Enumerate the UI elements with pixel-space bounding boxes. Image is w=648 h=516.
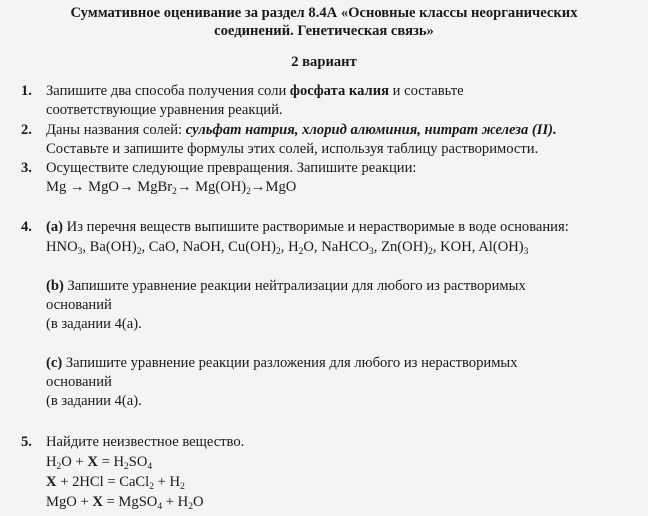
variant-label: 2 вариант — [291, 54, 357, 70]
question-number: 2. — [21, 122, 32, 138]
question-number: 4. — [21, 219, 32, 235]
question-4c-line-3: (в задании 4(а). — [46, 393, 142, 409]
equation-1: $H_2O + X = H_2SO_4$ — [46, 454, 153, 472]
question-2-line-2: Составьте и запишите формулы этих солей, используя таблицу растворимости. — [46, 141, 539, 157]
question-2-line-1: Даны названия солей: сульфат натрия, хлорид алюминия, нитрат железа (II). — [46, 122, 557, 138]
question-4b-line-3: (в задании 4(а). — [46, 316, 142, 332]
title-line-2: соединений. Генетическая связь» — [214, 23, 434, 39]
question-number: 3. — [21, 160, 32, 176]
question-4c-line-2: оснований — [46, 374, 112, 390]
question-4a-line-1: (a) Из перечня веществ выпишите растворимые и нерастворимые в воде основания: — [46, 219, 569, 235]
question-4c-line-1: (c) Запишите уравнение реакции разложения для любого из нерастворимых — [46, 355, 518, 371]
title-line-1: Суммативное оценивание за раздел 8.4А «Основные классы неорганических — [70, 5, 578, 21]
equation-3: MgO + X = MgSO$_4$ + $H_2O$ — [46, 494, 204, 512]
question-4b-line-1: (b) Запишите уравнение реакции нейтрализации для любого из растворимых — [46, 278, 526, 294]
question-4b-line-2: оснований — [46, 297, 112, 313]
question-1-line-1: Запишите два способа получения соли фосфата калия и составьте — [46, 83, 464, 99]
transformation-chain: Mg → MgO→ MgBr$_2$→ $Mg(OH)_2\to MgO$ — [46, 179, 297, 197]
question-3-line-1: Осуществите следующие превращения. Запишите реакции: — [46, 160, 417, 176]
question-number: 1. — [21, 83, 32, 99]
equation-2: X + 2HCl = CaCl$_2$ + $H_2$ — [46, 474, 185, 492]
substance-list: $HNO_3$, $Ba(OH)_2$, CaO, NaOH, $Cu(OH)_2$, $H_2O$, NaHCO$_3$, $Zn(OH)_2$, KOH, $Al(OH)_3$ — [46, 239, 529, 257]
question-1-line-2: соответствующие уравнения реакций. — [46, 102, 283, 118]
question-number: 5. — [21, 434, 32, 450]
question-5-line-1: Найдите неизвестное вещество. — [46, 434, 245, 450]
